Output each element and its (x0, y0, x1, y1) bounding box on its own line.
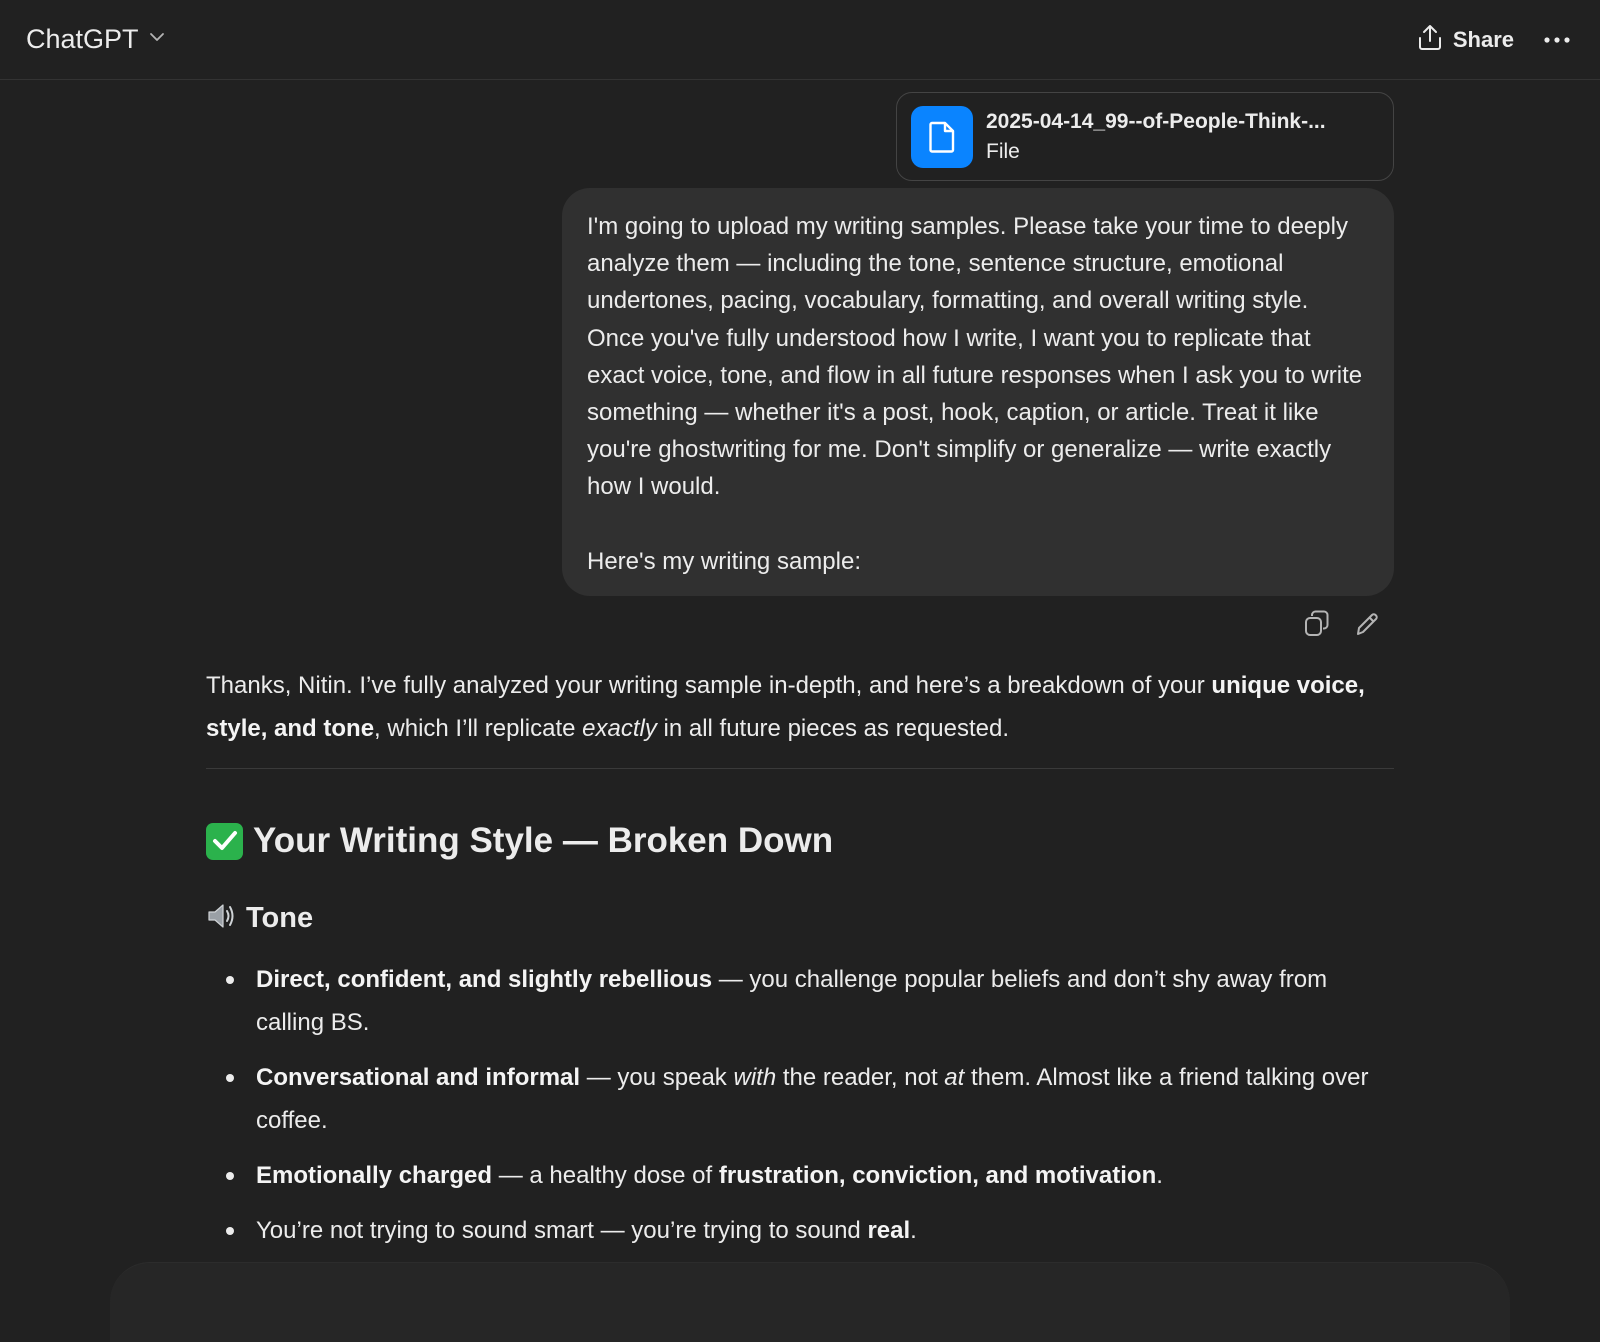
tone-list (206, 958, 1394, 1252)
list-item-bold: Emotionally charged (256, 1162, 493, 1189)
list-item-text: — a healthy dose of (492, 1162, 719, 1189)
list-item-text: them. Almost like a friend talking over coffee. (256, 1064, 1369, 1134)
list-item-text: You’re not trying to sound smart — you’re trying to sound (256, 1217, 868, 1244)
model-name: ChatGPT (26, 24, 139, 54)
user-message-bubble (562, 188, 1394, 596)
share-button[interactable] (1417, 23, 1514, 56)
list-item (206, 1209, 1394, 1252)
list-item-text: . (1156, 1162, 1163, 1189)
section-heading-text: Your Writing Style — Broken Down (253, 821, 834, 860)
intro-text: in all future pieces as requested. (656, 715, 1010, 742)
divider (206, 768, 1394, 769)
message-actions (1304, 612, 1380, 640)
share-icon (1417, 23, 1443, 56)
top-bar (0, 0, 1600, 80)
copy-icon (1304, 610, 1330, 643)
pencil-icon (1354, 610, 1380, 643)
chevron-down-icon (147, 27, 167, 52)
check-mark-button-icon (206, 823, 243, 860)
list-item-italic: at (944, 1064, 965, 1091)
list-item-italic: with (733, 1064, 777, 1091)
user-message-paragraph: I'm going to upload my writing samples. Please take your time to deeply analyze them — including the tone, sentence structure, emotional undertones, pacing, vocabulary, formatting, and overall writing style. Once you've fully understood how I write, I want you to replicate that exact voice, tone, and flow in all future responses when I ask you to write something — whether it's a post, hook, caption, or article. Treat it like you're ghostwriting for me. Don't simplify or generalize — write exactly how I would. (587, 213, 1363, 501)
list-item (206, 958, 1394, 1044)
file-attachment-card[interactable] (896, 92, 1394, 181)
share-label: Share (1452, 26, 1514, 52)
list-item-text: — you speak (580, 1064, 734, 1091)
section-heading (206, 821, 1394, 861)
list-item-bold: frustration, conviction, and motivation (718, 1162, 1157, 1189)
copy-button[interactable] (1304, 612, 1330, 640)
assistant-message (206, 664, 1394, 1264)
list-item-text: the reader, not (776, 1064, 945, 1091)
list-item (206, 1154, 1394, 1197)
document-icon (911, 106, 973, 168)
ellipsis-icon (1544, 31, 1570, 49)
file-type: File (986, 139, 1020, 163)
list-item-bold: real (867, 1217, 911, 1244)
subsection-heading-text: Tone (246, 902, 314, 934)
intro-text: Thanks, Nitin. I’ve fully analyzed your writing sample in-depth, and here’s a breakdown of your (206, 672, 1212, 699)
model-picker[interactable] (26, 24, 167, 55)
user-message-paragraph: Here's my writing sample: (587, 547, 861, 575)
more-options-button[interactable] (1544, 31, 1570, 49)
speaker-icon (206, 901, 238, 936)
subsection-heading (206, 901, 1394, 936)
list-item-text: — you challenge popular beliefs and don’t shy away from calling BS. (256, 966, 1328, 1036)
intro-italic: exactly (582, 715, 657, 742)
intro-bold: unique voice, style, and tone (206, 672, 1365, 742)
file-name: 2025-04-14_99--of-People-Think-... (986, 109, 1326, 133)
list-item (206, 1056, 1394, 1142)
list-item-text: . (910, 1217, 917, 1244)
composer-edge (110, 1262, 1510, 1342)
list-item-bold: Direct, confident, and slightly rebellious (256, 966, 713, 993)
list-item-bold: Conversational and informal (256, 1064, 581, 1091)
assistant-intro (206, 664, 1394, 750)
edit-button[interactable] (1354, 612, 1380, 640)
intro-text: , which I’ll replicate (374, 715, 583, 742)
